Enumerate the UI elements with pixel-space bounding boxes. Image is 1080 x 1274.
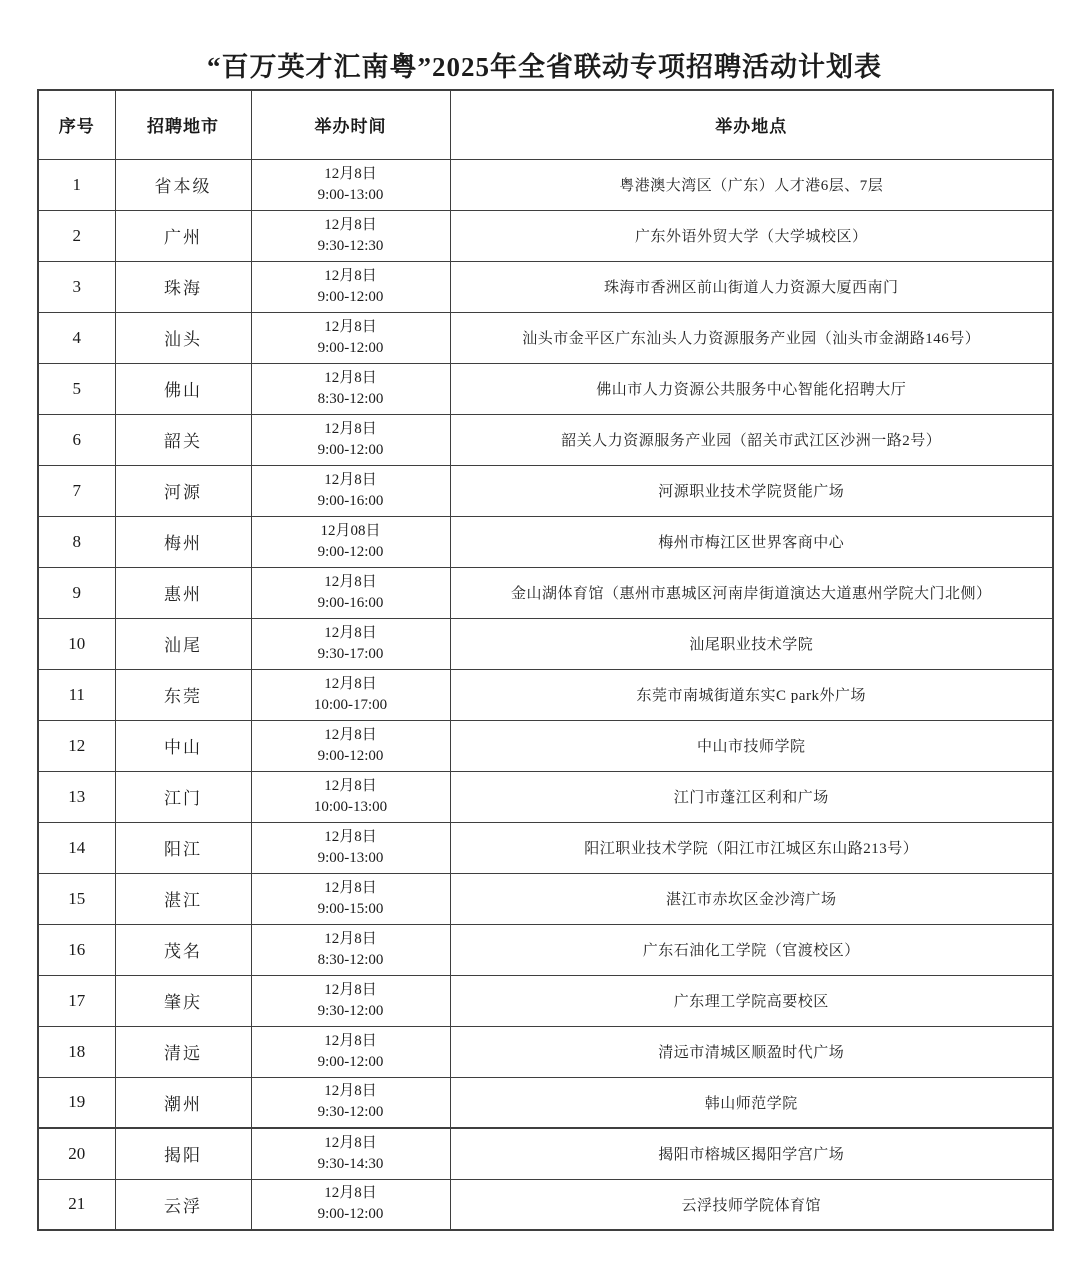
time-cell bbox=[251, 669, 450, 720]
city-cell: 省本级 bbox=[115, 159, 251, 210]
location-cell: 广东石油化工学院（官渡校区） bbox=[450, 924, 1053, 975]
date-line: 12月8日 bbox=[324, 318, 377, 335]
location-cell: 金山湖体育馆（惠州市惠城区河南岸街道演达大道惠州学院大门北侧） bbox=[450, 567, 1053, 618]
time-cell bbox=[251, 1128, 450, 1179]
date-line: 12月8日 bbox=[324, 369, 377, 386]
table-row bbox=[38, 1128, 1053, 1179]
city-cell: 东莞 bbox=[115, 669, 251, 720]
time-cell bbox=[251, 771, 450, 822]
city-cell: 梅州 bbox=[115, 516, 251, 567]
city-cell: 阳江 bbox=[115, 822, 251, 873]
time-line: 9:30-14:30 bbox=[317, 1155, 384, 1172]
time-cell bbox=[251, 924, 450, 975]
time-cell bbox=[251, 465, 450, 516]
table-row bbox=[38, 363, 1053, 414]
city-cell: 清远 bbox=[115, 1026, 251, 1077]
table-row bbox=[38, 1026, 1053, 1077]
time-line: 9:00-16:00 bbox=[317, 594, 384, 611]
table-row bbox=[38, 669, 1053, 720]
date-line: 12月8日 bbox=[324, 624, 377, 641]
city-cell: 中山 bbox=[115, 720, 251, 771]
table-row bbox=[38, 210, 1053, 261]
time-line: 9:30-17:00 bbox=[317, 645, 384, 662]
row-number-cell: 2 bbox=[38, 210, 115, 261]
time-line: 10:00-13:00 bbox=[313, 798, 388, 815]
time-cell bbox=[251, 1179, 450, 1230]
time-cell bbox=[251, 261, 450, 312]
row-number-cell: 7 bbox=[38, 465, 115, 516]
row-number-cell: 18 bbox=[38, 1026, 115, 1077]
date-line: 12月8日 bbox=[324, 420, 377, 437]
time-line: 9:00-12:00 bbox=[317, 339, 384, 356]
row-number-cell: 17 bbox=[38, 975, 115, 1026]
header-cell-city: 招聘地市 bbox=[115, 90, 251, 159]
city-cell: 云浮 bbox=[115, 1179, 251, 1230]
city-cell: 湛江 bbox=[115, 873, 251, 924]
time-line: 8:30-12:00 bbox=[317, 951, 384, 968]
table-row bbox=[38, 465, 1053, 516]
time-line: 9:00-12:00 bbox=[317, 288, 384, 305]
location-cell: 揭阳市榕城区揭阳学宫广场 bbox=[450, 1128, 1053, 1179]
location-cell: 中山市技师学院 bbox=[450, 720, 1053, 771]
table-body bbox=[38, 159, 1053, 1230]
time-line: 9:30-12:00 bbox=[317, 1002, 384, 1019]
header-cell-index: 序号 bbox=[38, 90, 115, 159]
date-line: 12月8日 bbox=[324, 981, 377, 998]
date-line: 12月8日 bbox=[324, 1134, 377, 1151]
time-line: 9:00-13:00 bbox=[317, 186, 384, 203]
time-cell bbox=[251, 873, 450, 924]
row-number-cell: 9 bbox=[38, 567, 115, 618]
time-cell bbox=[251, 363, 450, 414]
time-cell bbox=[251, 822, 450, 873]
date-line: 12月8日 bbox=[324, 879, 377, 896]
row-number-cell: 4 bbox=[38, 312, 115, 363]
table-row bbox=[38, 1179, 1053, 1230]
time-line: 9:00-12:00 bbox=[317, 1206, 384, 1223]
location-cell: 东莞市南城街道东实C park外广场 bbox=[450, 669, 1053, 720]
location-cell: 河源职业技术学院贤能广场 bbox=[450, 465, 1053, 516]
date-line: 12月8日 bbox=[324, 573, 377, 590]
city-cell: 韶关 bbox=[115, 414, 251, 465]
date-line: 12月8日 bbox=[324, 828, 377, 845]
table-row bbox=[38, 159, 1053, 210]
time-cell bbox=[251, 159, 450, 210]
row-number-cell: 3 bbox=[38, 261, 115, 312]
date-line: 12月8日 bbox=[324, 930, 377, 947]
table-row bbox=[38, 567, 1053, 618]
location-cell: 韩山师范学院 bbox=[450, 1077, 1053, 1128]
location-cell: 韶关人力资源服务产业园（韶关市武江区沙洲一路2号） bbox=[450, 414, 1053, 465]
row-number-cell: 15 bbox=[38, 873, 115, 924]
row-number-cell: 21 bbox=[38, 1179, 115, 1230]
time-cell bbox=[251, 567, 450, 618]
location-cell: 阳江职业技术学院（阳江市江城区东山路213号） bbox=[450, 822, 1053, 873]
city-cell: 茂名 bbox=[115, 924, 251, 975]
time-line: 9:00-16:00 bbox=[317, 492, 384, 509]
recruitment-schedule-table bbox=[37, 89, 1054, 1231]
location-cell: 广东外语外贸大学（大学城校区） bbox=[450, 210, 1053, 261]
page-title: “百万英才汇南粤”2025年全省联动专项招聘活动计划表 bbox=[207, 52, 882, 82]
location-cell: 粤港澳大湾区（广东）人才港6层、7层 bbox=[450, 159, 1053, 210]
time-cell bbox=[251, 1026, 450, 1077]
location-cell: 珠海市香洲区前山街道人力资源大厦西南门 bbox=[450, 261, 1053, 312]
location-cell: 江门市蓬江区利和广场 bbox=[450, 771, 1053, 822]
time-line: 10:00-17:00 bbox=[313, 696, 388, 713]
city-cell: 佛山 bbox=[115, 363, 251, 414]
time-cell bbox=[251, 975, 450, 1026]
date-line: 12月8日 bbox=[324, 216, 377, 233]
row-number-cell: 20 bbox=[38, 1128, 115, 1179]
table-row bbox=[38, 873, 1053, 924]
date-line: 12月8日 bbox=[324, 675, 377, 692]
time-line: 9:00-15:00 bbox=[317, 900, 384, 917]
time-line: 9:00-12:00 bbox=[317, 543, 384, 560]
table-row bbox=[38, 720, 1053, 771]
time-cell bbox=[251, 312, 450, 363]
header-cell-location: 举办地点 bbox=[450, 90, 1053, 159]
location-cell: 梅州市梅江区世界客商中心 bbox=[450, 516, 1053, 567]
time-cell bbox=[251, 414, 450, 465]
table-row bbox=[38, 261, 1053, 312]
city-cell: 潮州 bbox=[115, 1077, 251, 1128]
header-row bbox=[38, 90, 1053, 159]
date-line: 12月8日 bbox=[324, 1083, 377, 1100]
row-number-cell: 5 bbox=[38, 363, 115, 414]
city-cell: 河源 bbox=[115, 465, 251, 516]
location-cell: 汕头市金平区广东汕头人力资源服务产业园（汕头市金湖路146号） bbox=[450, 312, 1053, 363]
date-line: 12月08日 bbox=[320, 522, 381, 539]
location-cell: 佛山市人力资源公共服务中心智能化招聘大厅 bbox=[450, 363, 1053, 414]
time-line: 9:00-12:00 bbox=[317, 1053, 384, 1070]
row-number-cell: 13 bbox=[38, 771, 115, 822]
row-number-cell: 19 bbox=[38, 1077, 115, 1128]
time-line: 9:30-12:30 bbox=[317, 237, 384, 254]
location-cell: 汕尾职业技术学院 bbox=[450, 618, 1053, 669]
time-cell bbox=[251, 210, 450, 261]
table-row bbox=[38, 771, 1053, 822]
date-line: 12月8日 bbox=[324, 1032, 377, 1049]
time-cell bbox=[251, 720, 450, 771]
time-cell bbox=[251, 516, 450, 567]
table-header bbox=[38, 90, 1053, 159]
city-cell: 肇庆 bbox=[115, 975, 251, 1026]
table-row bbox=[38, 414, 1053, 465]
table-row bbox=[38, 822, 1053, 873]
location-cell: 清远市清城区顺盈时代广场 bbox=[450, 1026, 1053, 1077]
location-cell: 广东理工学院高要校区 bbox=[450, 975, 1053, 1026]
time-line: 9:00-12:00 bbox=[317, 441, 384, 458]
row-number-cell: 14 bbox=[38, 822, 115, 873]
time-cell bbox=[251, 618, 450, 669]
date-line: 12月8日 bbox=[324, 1185, 377, 1202]
row-number-cell: 8 bbox=[38, 516, 115, 567]
city-cell: 揭阳 bbox=[115, 1128, 251, 1179]
time-cell bbox=[251, 1077, 450, 1128]
row-number-cell: 1 bbox=[38, 159, 115, 210]
row-number-cell: 12 bbox=[38, 720, 115, 771]
city-cell: 汕尾 bbox=[115, 618, 251, 669]
location-cell: 云浮技师学院体育馆 bbox=[450, 1179, 1053, 1230]
row-number-cell: 16 bbox=[38, 924, 115, 975]
date-line: 12月8日 bbox=[324, 471, 377, 488]
table-row bbox=[38, 975, 1053, 1026]
table-row bbox=[38, 618, 1053, 669]
city-cell: 广州 bbox=[115, 210, 251, 261]
table-row bbox=[38, 924, 1053, 975]
location-cell: 湛江市赤坎区金沙湾广场 bbox=[450, 873, 1053, 924]
header-cell-time: 举办时间 bbox=[251, 90, 450, 159]
date-line: 12月8日 bbox=[324, 777, 377, 794]
date-line: 12月8日 bbox=[324, 267, 377, 284]
city-cell: 惠州 bbox=[115, 567, 251, 618]
row-number-cell: 10 bbox=[38, 618, 115, 669]
city-cell: 江门 bbox=[115, 771, 251, 822]
date-line: 12月8日 bbox=[324, 726, 377, 743]
city-cell: 珠海 bbox=[115, 261, 251, 312]
row-number-cell: 11 bbox=[38, 669, 115, 720]
date-line: 12月8日 bbox=[324, 165, 377, 182]
table-row bbox=[38, 312, 1053, 363]
city-cell: 汕头 bbox=[115, 312, 251, 363]
time-line: 8:30-12:00 bbox=[317, 390, 384, 407]
time-line: 9:00-12:00 bbox=[317, 747, 384, 764]
time-line: 9:30-12:00 bbox=[317, 1104, 384, 1121]
time-line: 9:00-13:00 bbox=[317, 849, 384, 866]
row-number-cell: 6 bbox=[38, 414, 115, 465]
table-row bbox=[38, 516, 1053, 567]
table-row bbox=[38, 1077, 1053, 1128]
